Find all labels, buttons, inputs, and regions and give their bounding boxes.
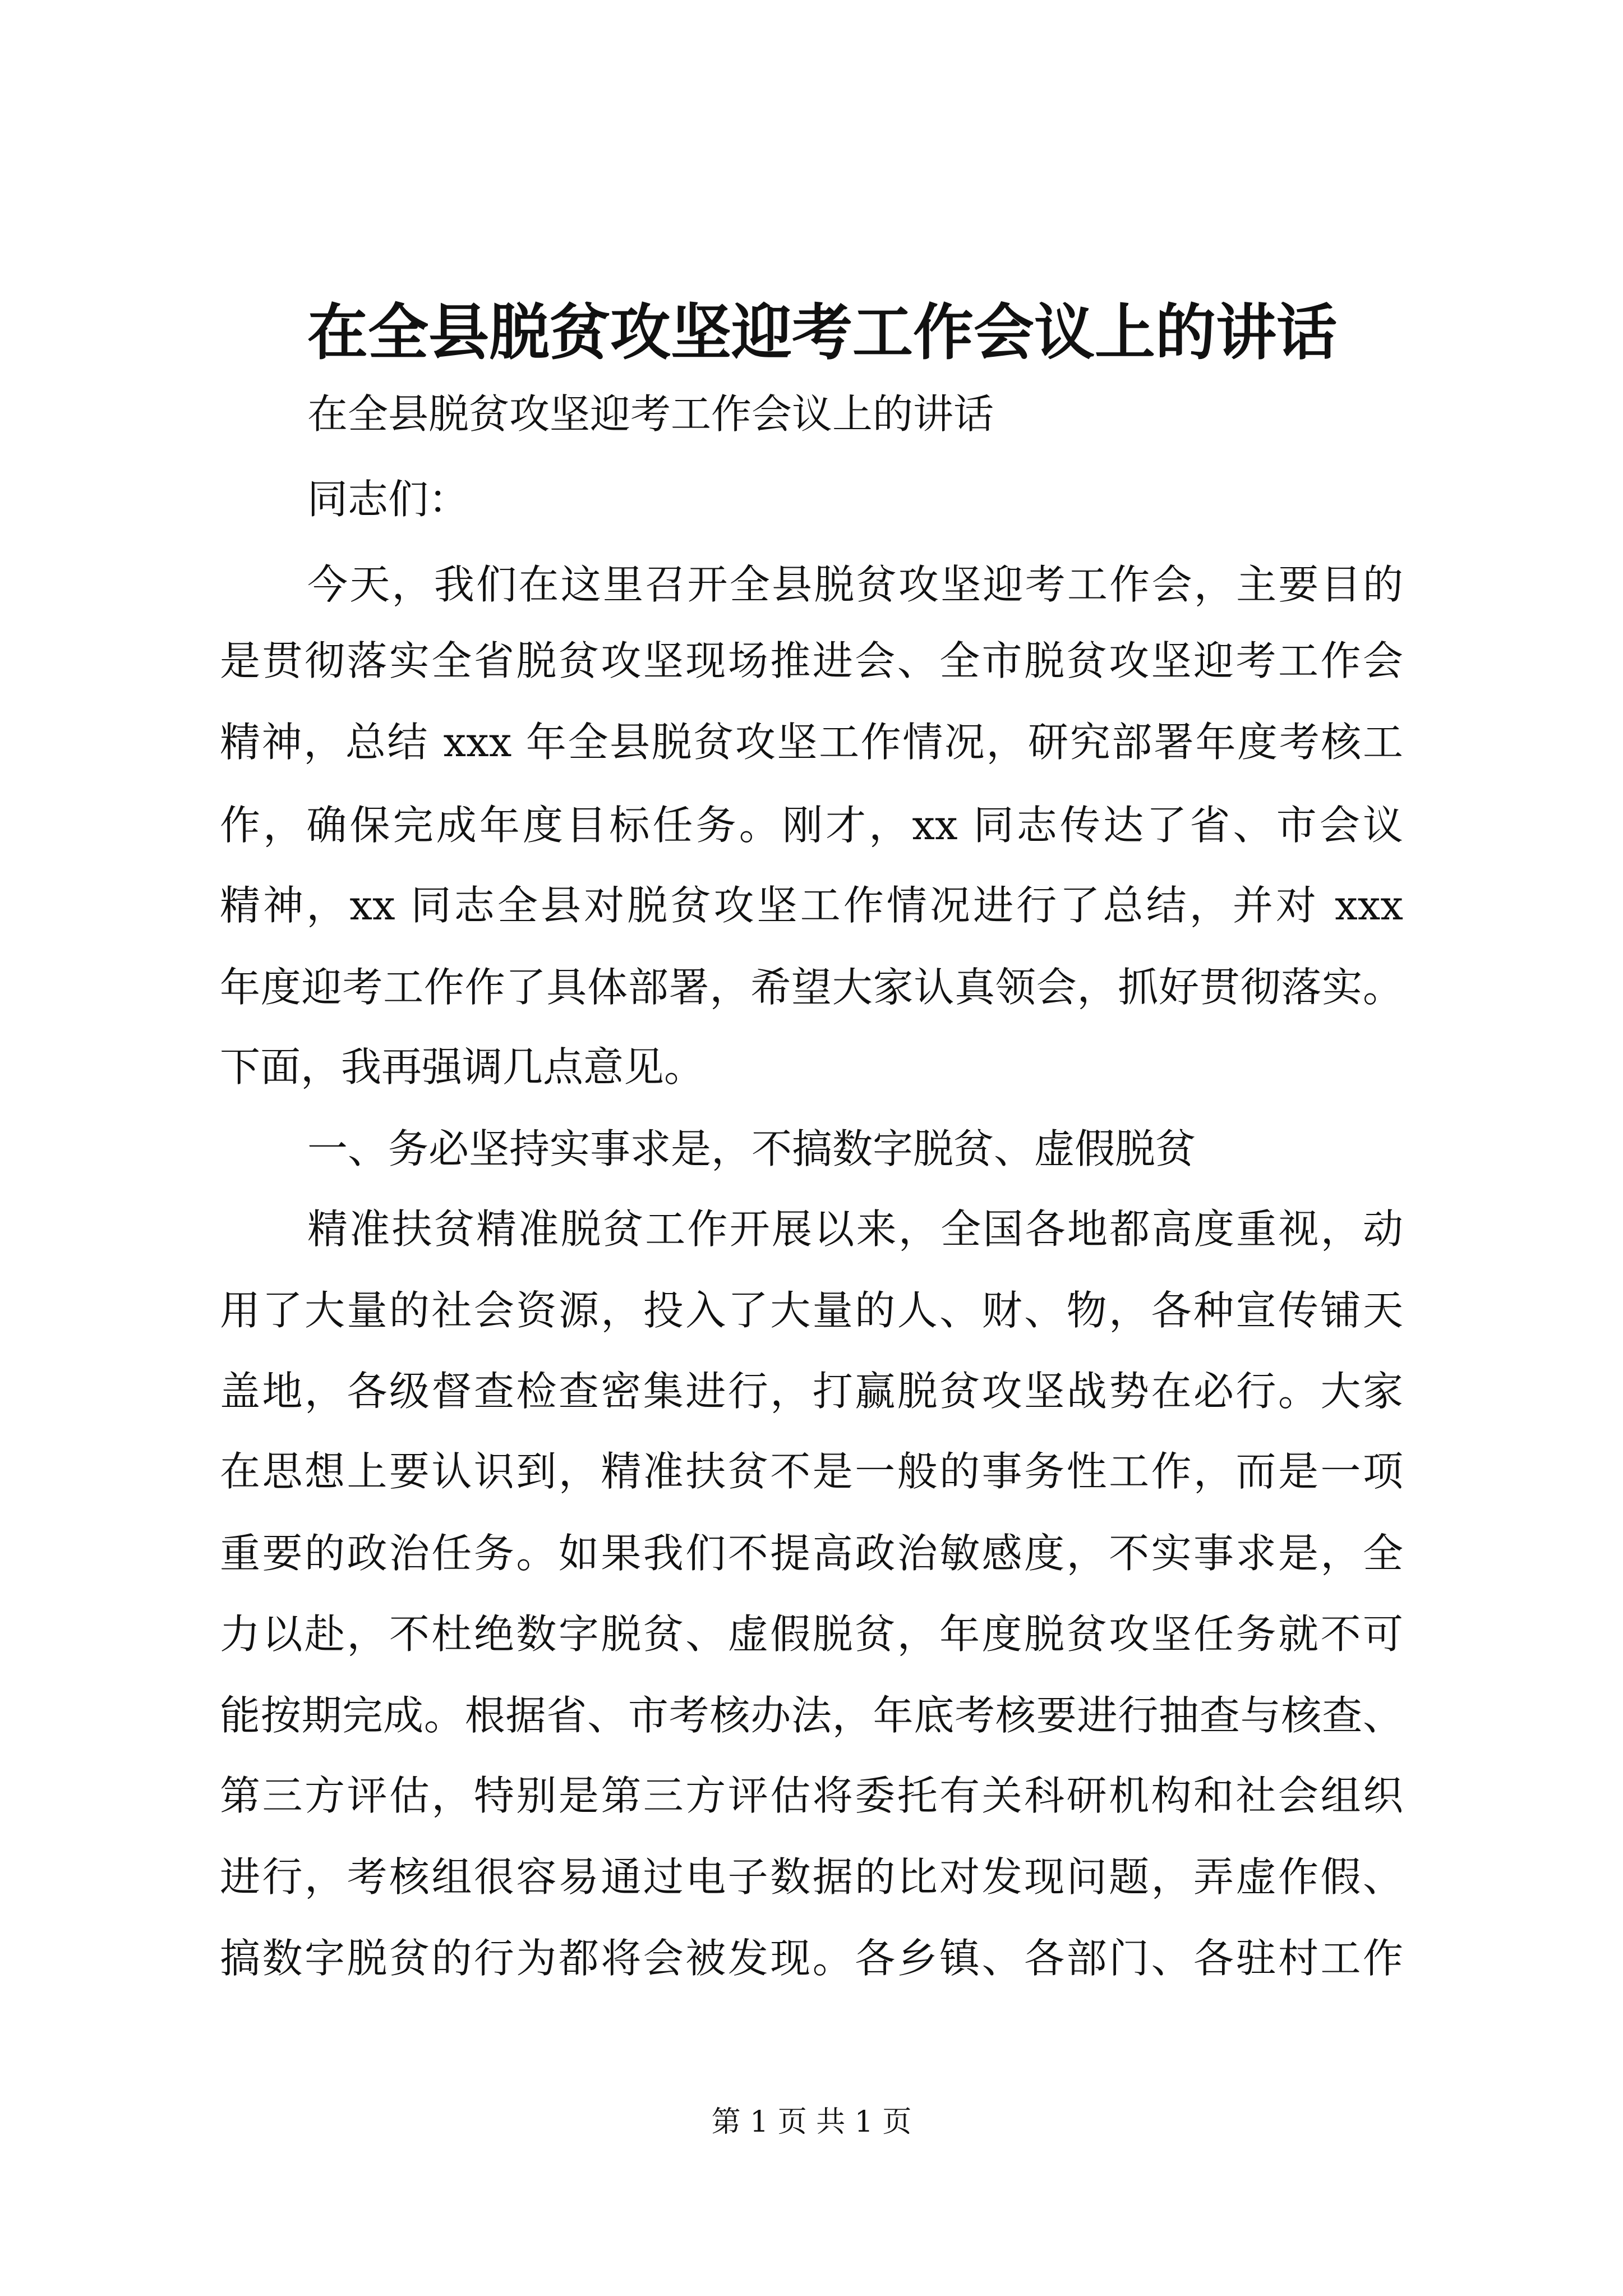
paragraph-1-line-5: 精神，xx 同志全县对脱贫攻坚工作情况进行了总结，并对 xxx (220, 882, 1403, 929)
page-number-footer: 第 1 页 共 1 页 (711, 2105, 912, 2139)
paragraph-2-line-2: 用了大量的社会资源，投入了大量的人、财、物，各种宣传铺天 (220, 1287, 1403, 1334)
paragraph-2-line-1: 精准扶贫精准脱贫工作开展以来，全国各地都高度重视，动 (307, 1205, 1403, 1253)
paragraph-2-line-4: 在思想上要认识到，精准扶贫不是一般的事务性工作，而是一项 (220, 1448, 1403, 1495)
paragraph-1-line-2: 是贯彻落实全省脱贫攻坚现场推进会、全市脱贫攻坚迎考工作会 (220, 637, 1403, 684)
paragraph-1-line-1: 今天，我们在这里召开全县脱贫攻坚迎考工作会，主要目的 (307, 561, 1403, 608)
paragraph-2-line-10: 搞数字脱贫的行为都将会被发现。各乡镇、各部门、各驻村工作 (220, 1935, 1403, 1982)
paragraph-2-line-3: 盖地，各级督查检查密集进行，打赢脱贫攻坚战势在必行。大家 (220, 1368, 1403, 1415)
paragraph-2-line-7: 能按期完成。根据省、市考核办法，年底考核要进行抽查与核查、 (220, 1692, 1403, 1739)
paragraph-2-line-5: 重要的政治任务。如果我们不提高政治敏感度，不实事求是，全 (220, 1530, 1403, 1577)
document-subtitle: 在全县脱贫攻坚迎考工作会议上的讲话 (307, 390, 994, 438)
paragraph-2-line-8: 第三方评估，特别是第三方评估将委托有关科研机构和社会组织 (220, 1772, 1403, 1819)
greeting: 同志们： (307, 476, 469, 523)
section-1-heading: 一、务必坚持实事求是，不搞数字脱贫、虚假脱贫 (307, 1125, 1196, 1172)
paragraph-1-line-3: 精神，总结 xxx 年全县脱贫攻坚工作情况，研究部署年度考核工 (220, 719, 1403, 766)
paragraph-1-line-7: 下面，我再强调几点意见。 (220, 1043, 705, 1091)
paragraph-1-line-6: 年度迎考工作作了具体部署，希望大家认真领会，抓好贯彻落实。 (220, 964, 1403, 1011)
document-title: 在全县脱贫攻坚迎考工作会议上的讲话 (307, 297, 1338, 368)
paragraph-2-line-6: 力以赴，不杜绝数字脱贫、虚假脱贫，年度脱贫攻坚任务就不可 (220, 1611, 1403, 1658)
paragraph-2-line-9: 进行，考核组很容易通过电子数据的比对发现问题，弄虚作假、 (220, 1853, 1403, 1901)
paragraph-1-line-4: 作，确保完成年度目标任务。刚才，xx 同志传达了省、市会议 (220, 802, 1403, 849)
